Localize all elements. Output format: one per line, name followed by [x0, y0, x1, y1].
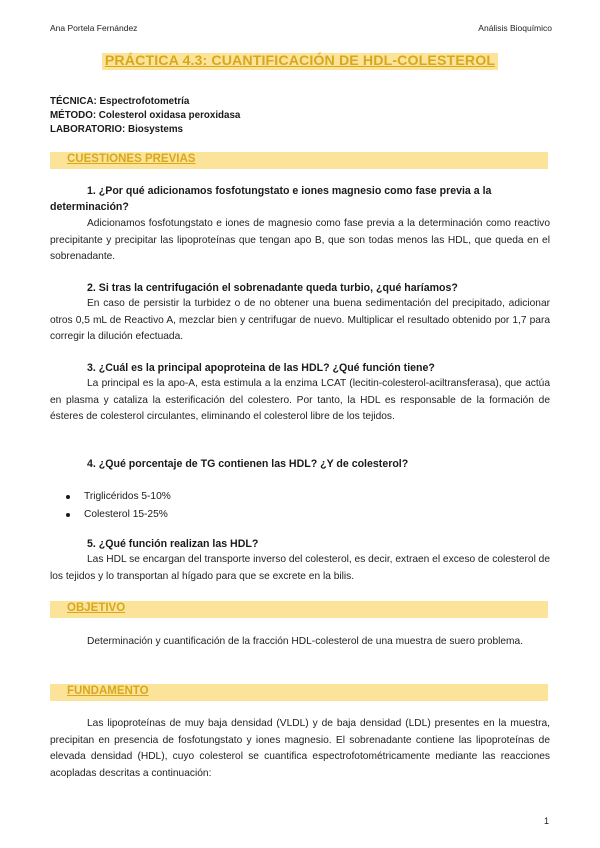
meta-metodo: MÉTODO: Colesterol oxidasa peroxidasa	[50, 110, 241, 121]
objetivo-text: Determinación y cuantificación de la fracción HDL-colesterol de una muestra de suero problema.	[87, 636, 524, 647]
question-5: 5. ¿Qué función realizan las HDL?	[87, 538, 259, 550]
question-1: 1. ¿Por qué adicionamos fosfotungstato e iones magnesio como fase previa a la determinación?	[50, 185, 492, 213]
header-author: Ana Portela Fernández	[50, 23, 138, 33]
header-subject: Análisis Bioquímico	[478, 23, 552, 33]
meta-laboratorio: LABORATORIO: Biosystems	[50, 124, 184, 135]
question-3: 3. ¿Cuál es la principal apoproteina de las HDL? ¿Qué función tiene?	[87, 362, 435, 374]
section-objetivo	[50, 601, 548, 618]
section-heading: FUNDAMENTO	[67, 685, 149, 697]
answer-2: En caso de persistir la turbidez o de no obtener una buena sedimentación del precipitado, adicionar otros 0,5 mL de Reactivo A, mezclar bien y centrifugar de nuevo. Multiplicar el resultado obtenido por 1,7 para corregir la dilución efectuada.	[50, 298, 550, 343]
page-title: PRÁCTICA 4.3: CUANTIFICACIÓN DE HDL-COLESTEROL	[102, 53, 498, 70]
meta-tecnica: TÉCNICA: Espectrofotometría	[50, 96, 190, 107]
tg-colesterol-list	[66, 488, 171, 524]
section-heading: OBJETIVO	[67, 602, 126, 614]
answer-5: Las HDL se encargan del transporte inverso del colesterol, es decir, extraen el exceso de colesterol de los tejidos y lo transportan al hígado para que se excrete en la bilis.	[50, 554, 550, 582]
practice-meta	[50, 95, 240, 137]
list-item: Triglicéridos 5-10%	[66, 488, 171, 506]
answer-3: La principal es la apo-A, esta estimula a la enzima LCAT (lecitin-colesterol-aciltransferasa), que actúa en plasma y cataliza la esterificación del colestero. Por tanto, la HDL es responsable de la formación de ésteres de colesterol circulantes, eliminando el colesterol libre de los tejidos.	[50, 378, 550, 423]
question-2: 2. Si tras la centrifugación el sobrenadante queda turbio, ¿qué haríamos?	[87, 282, 458, 294]
title-container	[0, 52, 600, 70]
page-number: 1	[543, 816, 549, 826]
section-cuestiones-previas	[50, 152, 548, 169]
question-4: 4. ¿Qué porcentaje de TG contienen las HDL? ¿Y de colesterol?	[87, 458, 409, 470]
answer-1: Adicionamos fosfotungstato e iones de magnesio como fase previa a la determinación como reactivo precipitante y precipitar las lipoproteínas que tengan apo B, que son todas menos las HDL, que queda en el sobrenadante.	[50, 218, 550, 263]
section-heading: CUESTIONES PREVIAS	[67, 153, 196, 165]
list-item: Colesterol 15-25%	[66, 506, 171, 524]
section-fundamento	[50, 684, 548, 701]
fundamento-text: Las lipoproteínas de muy baja densidad (VLDL) y de baja densidad (LDL) presentes en la muestra, precipitan en presencia de fosfotungstato y iones magnesio. El sobrenadante contiene las lipoproteínas de elevada densidad (HDL), cuyo colesterol se cuantifica espectrofotométricamente mediante las reacciones acopladas descritas a continuación:	[50, 718, 550, 779]
